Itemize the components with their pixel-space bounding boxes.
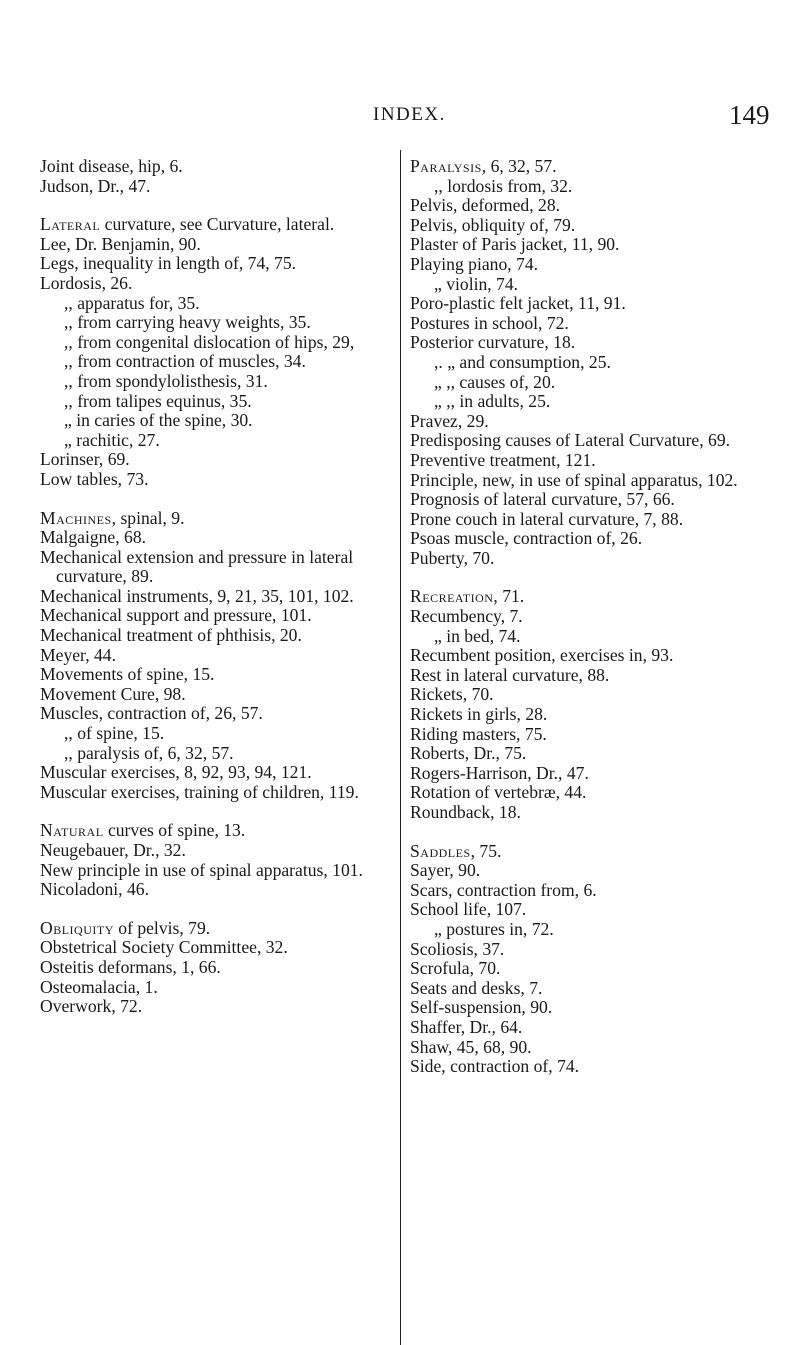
index-entry <box>40 177 395 197</box>
index-subentry <box>410 275 770 295</box>
entry-text: Pelvis, obliquity of, 79. <box>410 214 576 235</box>
entry-text: ,, of spine, 15. <box>64 723 165 744</box>
entry-text: Predisposing causes of Lateral Curvature, 69. <box>410 430 731 451</box>
entry-text: Psoas muscle, contraction of, 26. <box>410 528 643 549</box>
entry-text: „ postures in, 72. <box>434 918 554 939</box>
entry-text: Sayer, 90. <box>410 860 481 881</box>
entry-text: Roundback, 18. <box>410 802 521 822</box>
index-entry <box>410 744 770 764</box>
section-lead-word: Natural <box>40 820 104 841</box>
entry-text: Mechanical treatment of phthisis, 20. <box>40 625 302 646</box>
index-entry <box>410 490 770 510</box>
index-entry <box>40 626 395 646</box>
index-entry <box>410 607 770 627</box>
index-entry <box>410 1018 770 1038</box>
index-entry <box>410 549 770 569</box>
section-gap <box>410 568 770 587</box>
entry-text: Principle, new, in use of spinal apparatus, 102. <box>410 469 738 490</box>
index-entry <box>410 646 770 666</box>
index-column-right <box>410 157 770 1077</box>
index-subentry <box>40 744 395 764</box>
index-entry <box>40 215 395 235</box>
entry-text: Plaster of Paris jacket, 11, 90. <box>410 234 620 255</box>
index-entry <box>40 587 395 607</box>
index-entry <box>410 294 770 314</box>
index-subentry <box>40 431 395 451</box>
index-entry <box>410 959 770 979</box>
entry-text: Seats and desks, 7. <box>410 977 543 998</box>
entry-text: curvature, see Curvature, lateral. <box>100 214 335 235</box>
index-entry <box>40 470 395 490</box>
index-column-left <box>40 157 395 1017</box>
index-entry <box>410 979 770 999</box>
index-entry <box>40 235 395 255</box>
section-lead-word: Machines <box>40 507 112 528</box>
entry-text: curves of spine, 13. <box>103 820 246 841</box>
index-subentry <box>410 627 770 647</box>
entry-text: Scrofula, 70. <box>410 958 501 979</box>
index-entry <box>410 216 770 236</box>
entry-text: Meyer, 44. <box>40 644 117 665</box>
entry-text: Pravez, 29. <box>410 410 489 431</box>
index-subentry <box>40 724 395 744</box>
entry-text: Lordosis, 26. <box>40 272 133 293</box>
index-subentry <box>410 373 770 393</box>
index-entry <box>40 665 395 685</box>
index-entry <box>410 666 770 686</box>
entry-text: Legs, inequality in length of, 74, 75. <box>40 253 297 274</box>
index-entry <box>40 958 395 978</box>
entry-text: Muscular exercises, training of children, 119. <box>40 781 359 802</box>
entry-text: Prone couch in lateral curvature, 7, 88. <box>410 508 684 529</box>
index-subentry <box>410 353 770 373</box>
entry-text: School life, 107. <box>410 899 527 920</box>
section-lead-word: Recreation <box>410 586 494 607</box>
entry-text: ,, from contraction of muscles, 34. <box>64 351 306 372</box>
index-entry <box>410 803 770 823</box>
column-divider <box>400 150 401 1345</box>
entry-text: , 6, 32, 57. <box>481 156 557 176</box>
entry-text: „ in caries of the spine, 30. <box>64 410 253 431</box>
entry-text: Movement Cure, 98. <box>40 683 186 704</box>
index-entry <box>40 880 395 900</box>
section-lead-word: Paralysis <box>410 156 482 176</box>
entry-text: ,, apparatus for, 35. <box>64 292 200 313</box>
entry-text: of pelvis, 79. <box>113 917 211 938</box>
entry-text: ,. „ and consumption, 25. <box>434 351 611 372</box>
index-entry <box>410 587 770 607</box>
index-entry <box>410 196 770 216</box>
index-subentry <box>410 392 770 412</box>
index-subentry <box>40 352 395 372</box>
index-subentry <box>410 177 770 197</box>
entry-text: ,, from spondylolisthesis, 31. <box>64 370 268 391</box>
page-number: 149 <box>729 100 770 130</box>
entry-text: Shaffer, Dr., 64. <box>410 1016 523 1037</box>
entry-text: Prognosis of lateral curvature, 57, 66. <box>410 489 675 510</box>
entry-text: Recumbent position, exercises in, 93. <box>410 645 674 666</box>
index-entry <box>410 842 770 862</box>
index-entry <box>410 471 770 491</box>
entry-text: Overwork, 72. <box>40 996 143 1017</box>
index-entry <box>40 783 395 803</box>
index-entry <box>410 764 770 784</box>
index-subentry <box>40 313 395 333</box>
entry-text: Movements of spine, 15. <box>40 664 215 685</box>
index-entry <box>410 881 770 901</box>
section-gap <box>410 823 770 842</box>
index-subentry <box>40 294 395 314</box>
entry-text: Nicoladoni, 46. <box>40 879 149 900</box>
entry-text: Neugebauer, Dr., 32. <box>40 840 186 860</box>
entry-text: , 75. <box>470 840 502 861</box>
entry-text: Playing piano, 74. <box>410 253 539 274</box>
entry-text: Rest in lateral curvature, 88. <box>410 664 610 685</box>
index-entry <box>40 254 395 274</box>
index-entry <box>40 274 395 294</box>
page-header <box>0 100 800 136</box>
entry-text: Mechanical support and pressure, 101. <box>40 605 312 626</box>
entry-text: Side, contraction of, 74. <box>410 1056 580 1077</box>
entry-text: , spinal, 9. <box>111 507 185 528</box>
entry-text: Riding masters, 75. <box>410 723 547 744</box>
index-subentry <box>40 333 395 353</box>
entry-text: Shaw, 45, 68, 90. <box>410 1036 532 1057</box>
entry-text: Poro-plastic felt jacket, 11, 91. <box>410 293 626 314</box>
index-entry <box>40 685 395 705</box>
index-entry <box>40 509 395 529</box>
index-entry <box>410 157 770 177</box>
index-entry <box>410 333 770 353</box>
index-entry <box>40 704 395 724</box>
index-entry <box>410 1038 770 1058</box>
entry-text: Rickets, 70. <box>410 684 494 705</box>
entry-text: Rickets in girls, 28. <box>410 704 548 725</box>
index-entry <box>40 528 395 548</box>
index-subentry <box>40 411 395 431</box>
index-entry <box>40 450 395 470</box>
index-subentry <box>410 920 770 940</box>
index-entry <box>410 1057 770 1077</box>
index-subentry <box>40 372 395 392</box>
section-gap <box>40 490 395 509</box>
entry-text: Postures in school, 72. <box>410 312 569 333</box>
index-entry <box>40 841 395 861</box>
entry-text: , 71. <box>493 586 525 607</box>
index-entry <box>40 938 395 958</box>
index-entry <box>410 255 770 275</box>
index-entry <box>410 412 770 432</box>
index-entry <box>40 548 395 587</box>
entry-text: Posterior curvature, 18. <box>410 332 576 353</box>
entry-text: Lorinser, 69. <box>40 449 130 470</box>
entry-text: Malgaigne, 68. <box>40 527 147 548</box>
entry-text: Osteomalacia, 1. <box>40 976 158 997</box>
entry-text: Obstetrical Society Committee, 32. <box>40 937 288 958</box>
entry-text: Recumbency, 7. <box>410 606 523 627</box>
index-subentry <box>40 392 395 412</box>
entry-text: ,, from carrying heavy weights, 35. <box>64 312 311 333</box>
entry-text: ,, lordosis from, 32. <box>434 175 573 196</box>
entry-text: „ rachitic, 27. <box>64 429 160 450</box>
index-entry <box>40 821 395 841</box>
section-gap <box>40 900 395 919</box>
index-entry <box>410 861 770 881</box>
index-entry <box>40 861 395 881</box>
entry-text: Self-suspension, 90. <box>410 997 553 1018</box>
entry-text: Pelvis, deformed, 28. <box>410 195 561 216</box>
entry-text: „ violin, 74. <box>434 273 519 294</box>
entry-text: ,, from talipes equinus, 35. <box>64 390 252 411</box>
index-entry <box>410 685 770 705</box>
entry-text: Judson, Dr., 47. <box>40 175 151 196</box>
entry-text: „ ,, in adults, 25. <box>434 391 551 412</box>
index-entry <box>410 998 770 1018</box>
entry-text: Muscular exercises, 8, 92, 93, 94, 121. <box>40 762 312 783</box>
entry-text: Joint disease, hip, 6. <box>40 156 183 176</box>
section-lead-word: Lateral <box>40 214 101 235</box>
entry-text: „ in bed, 74. <box>434 625 521 646</box>
entry-text: Osteitis deformans, 1, 66. <box>40 956 221 977</box>
index-entry <box>410 510 770 530</box>
index-entry <box>410 900 770 920</box>
entry-text: ,, paralysis of, 6, 32, 57. <box>64 742 234 763</box>
index-entry <box>40 646 395 666</box>
entry-text: Low tables, 73. <box>40 468 149 489</box>
entry-text: Muscles, contraction of, 26, 57. <box>40 703 263 724</box>
index-entry <box>40 978 395 998</box>
entry-text: Roberts, Dr., 75. <box>410 743 527 764</box>
section-gap <box>40 802 395 821</box>
index-entry <box>410 705 770 725</box>
section-lead-word: Obliquity <box>40 917 114 938</box>
index-entry <box>410 940 770 960</box>
section-gap <box>40 196 395 215</box>
entry-text: Lee, Dr. Benjamin, 90. <box>40 233 201 254</box>
index-entry <box>40 606 395 626</box>
entry-text: Mechanical instruments, 9, 21, 35, 101, 102. <box>40 585 354 606</box>
index-entry <box>410 235 770 255</box>
index-entry <box>40 763 395 783</box>
index-entry <box>410 314 770 334</box>
entry-text: Mechanical extension and pressure in lateral curvature, 89. <box>40 546 354 587</box>
index-entry <box>410 783 770 803</box>
entry-text: Preventive treatment, 121. <box>410 449 596 470</box>
entry-text: Rogers-Harrison, Dr., 47. <box>410 762 589 783</box>
entry-text: Rotation of vertebræ, 44. <box>410 782 587 803</box>
index-entry <box>410 725 770 745</box>
index-entry <box>410 431 770 451</box>
entry-text: Scars, contraction from, 6. <box>410 879 597 900</box>
entry-text: „ ,, causes of, 20. <box>434 371 556 392</box>
index-entry <box>40 919 395 939</box>
entry-text: Puberty, 70. <box>410 547 495 568</box>
index-entry <box>410 451 770 471</box>
section-lead-word: Saddles <box>410 840 471 861</box>
entry-text: New principle in use of spinal apparatus, 101. <box>40 859 363 880</box>
entry-text: Scoliosis, 37. <box>410 938 505 959</box>
index-entry <box>410 529 770 549</box>
index-entry <box>40 997 395 1017</box>
index-entry <box>40 157 395 177</box>
entry-text: ,, from congenital dislocation of hips, 29, <box>64 331 355 352</box>
running-title: INDEX. <box>373 104 446 125</box>
